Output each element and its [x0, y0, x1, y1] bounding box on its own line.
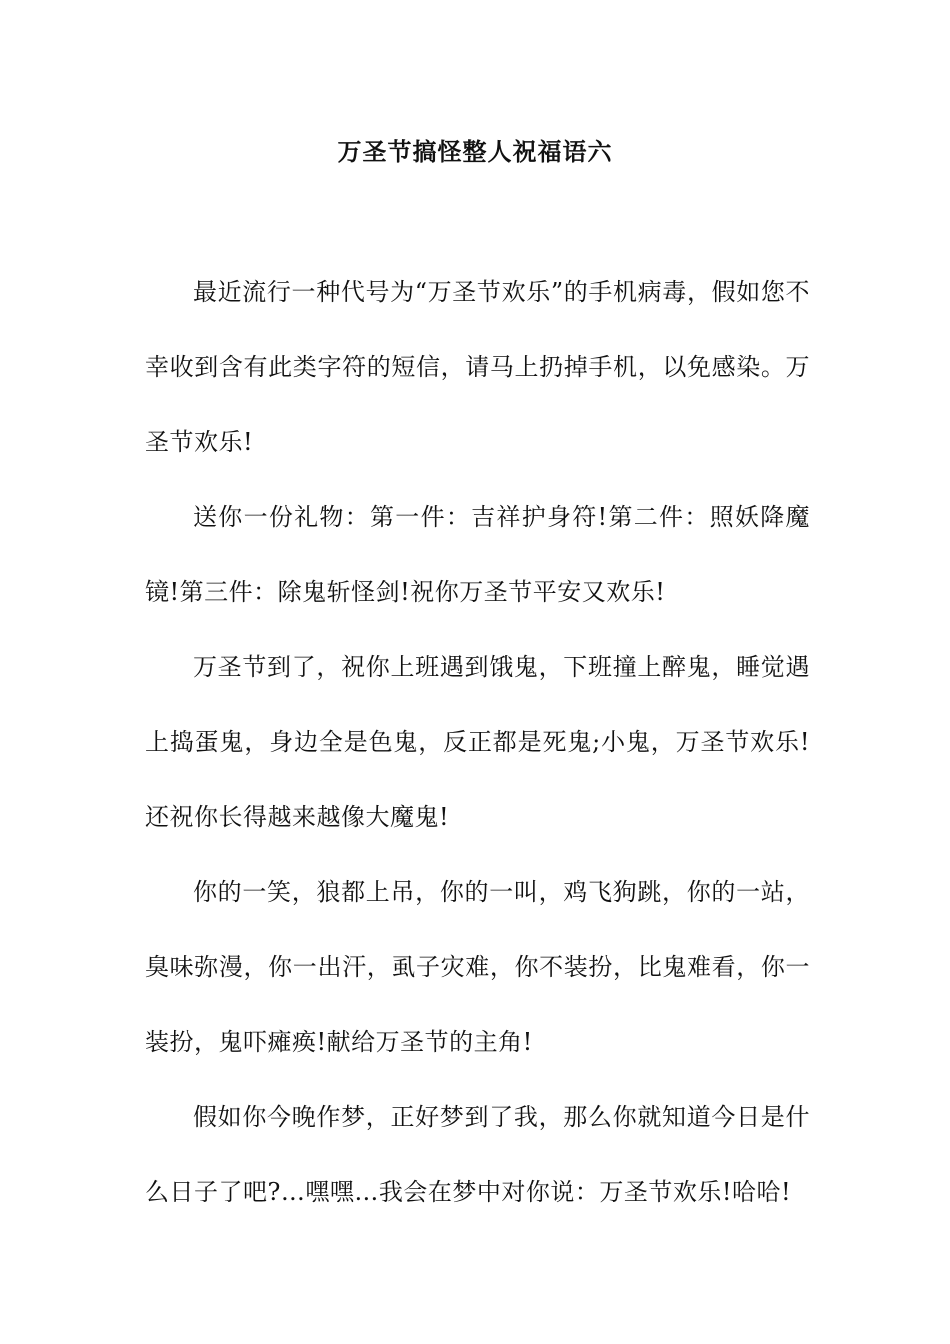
paragraph-5: 假如你今晚作梦，正好梦到了我，那么你就知道今日是什么日子了吧?…嘿嘿…我会在梦中对你说：万圣节欢乐!哈哈!: [145, 1103, 810, 1206]
paragraph-4: 你的一笑，狼都上吊，你的一叫，鸡飞狗跳，你的一站，臭味弥漫，你一出汗，虱子灾难，你不装扮，比鬼难看，你一装扮，鬼吓瘫痪!献给万圣节的主角!: [145, 878, 810, 1056]
document-title: 万圣节搞怪整人祝福语六: [337, 137, 613, 166]
paragraph-1: 最近流行一种代号为“万圣节欢乐”的手机病毒，假如您不幸收到含有此类字符的短信，请马上扔掉手机，以免感染。万圣节欢乐!: [145, 278, 810, 456]
paragraph-3: 万圣节到了，祝你上班遇到饿鬼，下班撞上醉鬼，睡觉遇上捣蛋鬼，身边全是色鬼，反正都是死鬼;小鬼，万圣节欢乐!还祝你长得越来越像大魔鬼!: [145, 653, 810, 831]
paragraph-2: 送你一份礼物：第一件：吉祥护身符!第二件：照妖降魔镜!第三件：除鬼斩怪剑!祝你万圣节平安又欢乐!: [145, 503, 810, 606]
document-body: [145, 255, 810, 1230]
